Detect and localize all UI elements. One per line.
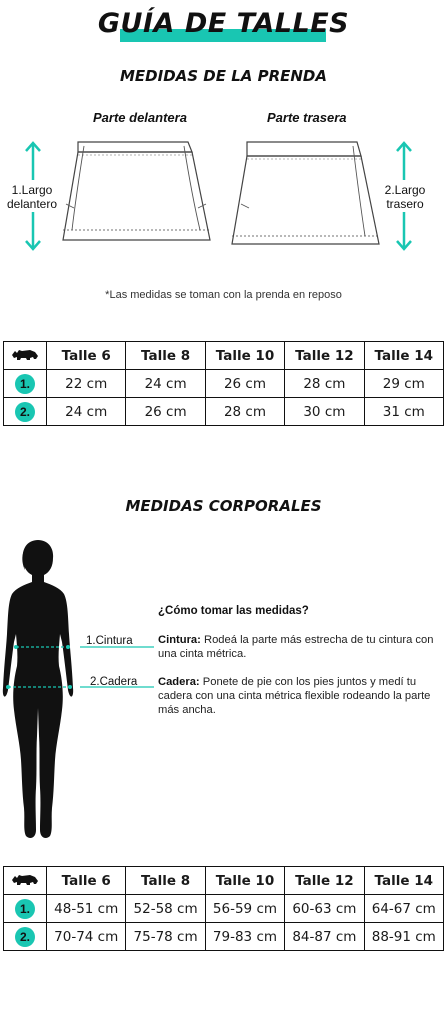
waist-measure-line	[14, 640, 156, 652]
back-skirt-illustration	[229, 136, 381, 248]
header-cell: Talle 10	[205, 867, 284, 895]
table-cell: 56-59 cm	[205, 895, 284, 923]
table-cell: 29 cm	[364, 370, 443, 398]
front-length-label: 1.Largo delantero	[6, 183, 58, 211]
header-cell: Talle 12	[285, 867, 364, 895]
table-cell: 24 cm	[126, 370, 205, 398]
rhino-icon	[10, 346, 40, 362]
header-cell: Talle 12	[285, 342, 364, 370]
page-title: GUÍA DE TALLES	[97, 8, 350, 39]
table-header-row	[4, 867, 444, 895]
header-cell: Talle 8	[126, 342, 205, 370]
header-cell: Talle 6	[47, 867, 126, 895]
row-badge: 2.	[15, 402, 35, 422]
front-label: Parte delantera	[93, 110, 187, 125]
rhino-logo-cell	[4, 342, 47, 370]
table-cell: 30 cm	[285, 398, 364, 426]
title-block	[0, 8, 447, 39]
garment-heading: MEDIDAS DE LA PRENDA	[119, 67, 327, 85]
header-cell: Talle 10	[205, 342, 284, 370]
row-badge: 1.	[15, 374, 35, 394]
table-row	[4, 398, 444, 426]
body-size-table	[3, 866, 444, 951]
row-badge: 1.	[15, 899, 35, 919]
table-header-row	[4, 342, 444, 370]
garment-size-table	[3, 341, 444, 426]
table-cell: 28 cm	[205, 398, 284, 426]
header-cell: Talle 14	[364, 867, 443, 895]
rhino-logo-cell	[4, 867, 47, 895]
table-cell: 64-67 cm	[364, 895, 443, 923]
rhino-icon	[10, 871, 40, 887]
row-badge: 2.	[15, 927, 35, 947]
table-row	[4, 895, 444, 923]
table-row	[4, 370, 444, 398]
hip-label: 2.Cadera	[90, 676, 138, 688]
table-cell: 24 cm	[47, 398, 126, 426]
header-cell: Talle 8	[126, 867, 205, 895]
table-cell: 88-91 cm	[364, 923, 443, 951]
table-cell: 75-78 cm	[126, 923, 205, 951]
table-cell: 31 cm	[364, 398, 443, 426]
table-cell: 79-83 cm	[205, 923, 284, 951]
table-cell: 70-74 cm	[47, 923, 126, 951]
hip-instructions: Cadera: Ponete de pie con los pies juntos y medí tu cadera con una cinta métrica flexible rodeando la parte más ancha.	[158, 676, 431, 716]
table-cell: 26 cm	[126, 398, 205, 426]
measure-note: *Las medidas se toman con la prenda en reposo	[105, 289, 342, 301]
header-cell: Talle 14	[364, 342, 443, 370]
table-row	[4, 923, 444, 951]
back-length-label: 2.Largo trasero	[384, 183, 426, 211]
table-cell: 48-51 cm	[47, 895, 126, 923]
waist-label: 1.Cintura	[86, 635, 133, 647]
table-cell: 52-58 cm	[126, 895, 205, 923]
table-cell: 84-87 cm	[285, 923, 364, 951]
table-cell: 22 cm	[47, 370, 126, 398]
table-cell: 28 cm	[285, 370, 364, 398]
back-label: Parte trasera	[267, 110, 347, 125]
body-heading: MEDIDAS CORPORALES	[125, 497, 322, 515]
table-cell: 26 cm	[205, 370, 284, 398]
front-skirt-illustration	[60, 136, 212, 248]
how-to-measure-title: ¿Cómo tomar las medidas?	[158, 605, 309, 617]
table-cell: 60-63 cm	[285, 895, 364, 923]
header-cell: Talle 6	[47, 342, 126, 370]
waist-instructions: Cintura: Rodeá la parte más estrecha de tu cintura con una cinta métrica.	[158, 634, 434, 660]
